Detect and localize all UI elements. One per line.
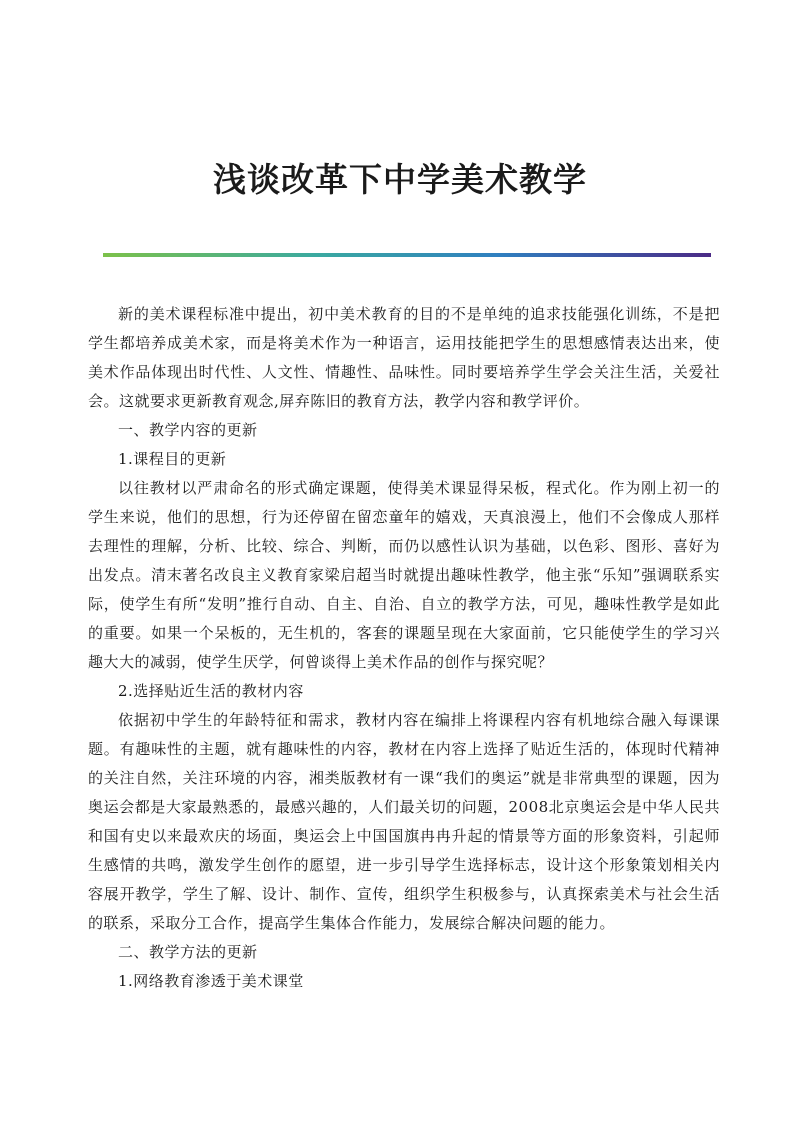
subsection-heading-1-2: 2.选择贴近生活的教材内容 bbox=[118, 682, 304, 700]
document-title: 浅谈改革下中学美术教学 bbox=[213, 160, 587, 199]
section-heading-2: 二、教学方法的更新 bbox=[118, 943, 258, 961]
section-heading-1: 一、教学内容的更新 bbox=[118, 421, 258, 439]
intro-paragraph: 新的美术课程标准中提出，初中美术教育的目的不是单纯的追求技能强化训练，不是把学生都培养成美术家，而是将美术作为一种语言，运用技能把学生的思想感情表达出来，使美术作品体现出时代性、人文性、情趣性、品味性。同时要培养学生学会关注生活，关爱社会。这就要求更新教育观念,屏弃陈旧的教育方法，教学内容和教学评价。 bbox=[88, 305, 720, 410]
body-paragraph-1-1: 以往教材以严肃命名的形式确定课题，使得美术课显得呆板，程式化。作为刚上初一的学生来说，他们的思想，行为还停留在留恋童年的嬉戏，天真浪漫上，他们不会像成人那样去理性的理解，分析、比较、综合、判断，而仍以感性认识为基础，以色彩、图形、喜好为出发点。清末著名改良主义教育家梁启超当时就提出趣味性教学，他主张“乐知”强调联系实际，使学生有所“发明”推行自动、自主、自治、自立的教学方法，可见，趣味性教学是如此的重要。如果一个呆板的，无生机的，客套的课题呈现在大家面前，它只能使学生的学习兴趣大大的减弱，使学生厌学，何曾谈得上美术作品的创作与探究呢？ bbox=[88, 479, 720, 671]
body-paragraph-1-2: 依据初中学生的年龄特征和需求，教材内容在编排上将课程内容有机地综合融入每课课题。有趣味性的主题，就有趣味性的内容，教材在内容上选择了贴近生活的，体现时代精神的关注自然，关注环境的内容，湘类版教材有一课“我们的奥运”就是非常典型的课题，因为奥运会都是大家最熟悉的，最感兴趣的，人们最关切的问题，2008北京奥运会是中华人民共和国有史以来最欢庆的场面，奥运会上中国国旗冉冉升起的情景等方面的形象资料，引起师生感情的共鸣，激发学生创作的愿望，进一步引导学生选择标志，设计这个形象策划相关内容展开教学，学生了解、设计、制作、宣传，组织学生积极参与，认真探索美术与社会生活的联系，采取分工合作，提高学生集体合作能力，发展综合解决问题的能力。 bbox=[88, 711, 720, 932]
subsection-heading-1-1: 1.课程目的更新 bbox=[118, 450, 227, 468]
title-divider bbox=[103, 253, 711, 257]
subsection-heading-2-1: 1.网络教育渗透于美术课堂 bbox=[118, 972, 304, 990]
document-body bbox=[88, 300, 720, 996]
